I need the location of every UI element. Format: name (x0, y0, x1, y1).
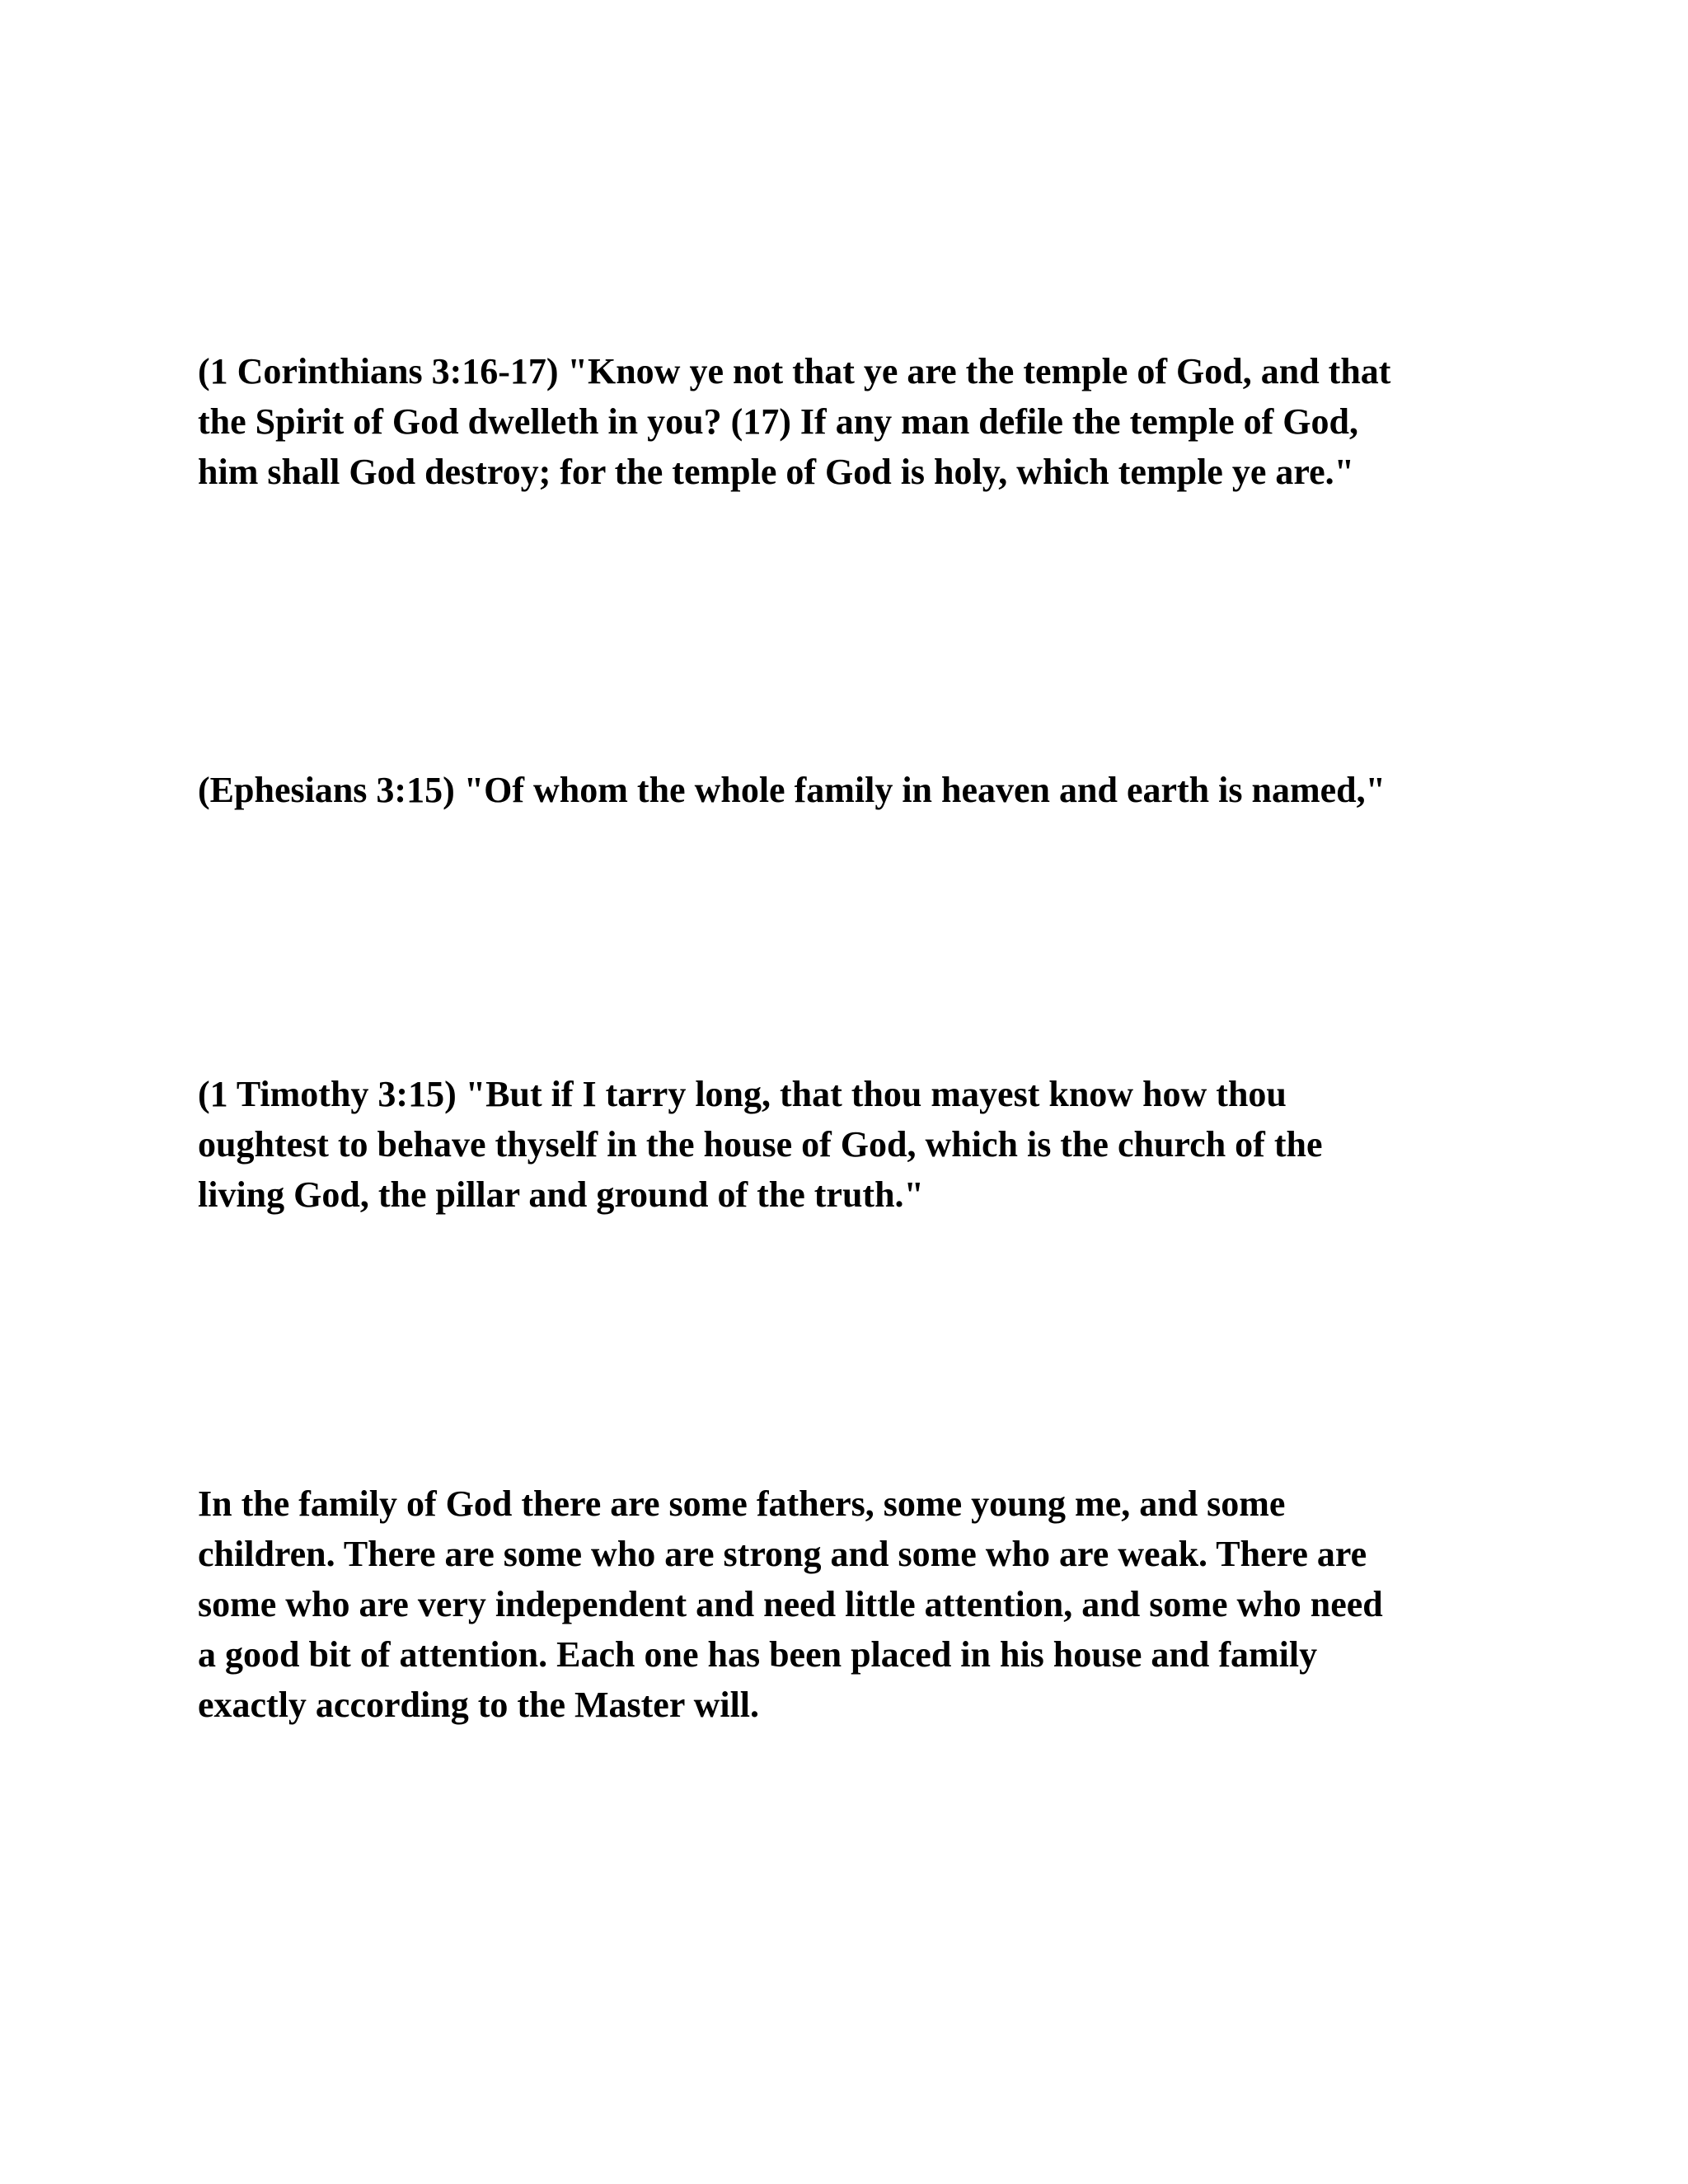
verse-1-corinthians-3-16-17 (198, 346, 1517, 497)
text-line: children. There are some who are strong and some who are weak. There are (198, 1534, 1367, 1574)
verse-ephesians-3-15 (198, 765, 1517, 815)
text-line: (1 Corinthians 3:16-17) "Know ye not that ye are the temple of God, and that (198, 351, 1391, 391)
text-line: In the family of God there are some fathers, some young me, and some (198, 1483, 1286, 1524)
text-line: (1 Timothy 3:15) "But if I tarry long, that thou mayest know how thou (198, 1074, 1287, 1114)
text-line: (Ephesians 3:15) "Of whom the whole family in heaven and earth is named," (198, 770, 1386, 810)
text-line: some who are very independent and need little attention, and some who need (198, 1584, 1383, 1624)
text-line: the Spirit of God dwelleth in you? (17) If any man defile the temple of God, (198, 401, 1358, 442)
text-line: him shall God destroy; for the temple of God is holy, which temple ye are." (198, 452, 1355, 492)
commentary-paragraph (198, 1479, 1517, 1730)
text-line: living God, the pillar and ground of the truth." (198, 1174, 924, 1215)
text-line: oughtest to behave thyself in the house of God, which is the church of the (198, 1124, 1323, 1165)
verse-1-timothy-3-15 (198, 1069, 1517, 1220)
text-line: exactly according to the Master will. (198, 1685, 760, 1725)
text-line: a good bit of attention. Each one has been placed in his house and family (198, 1634, 1318, 1675)
